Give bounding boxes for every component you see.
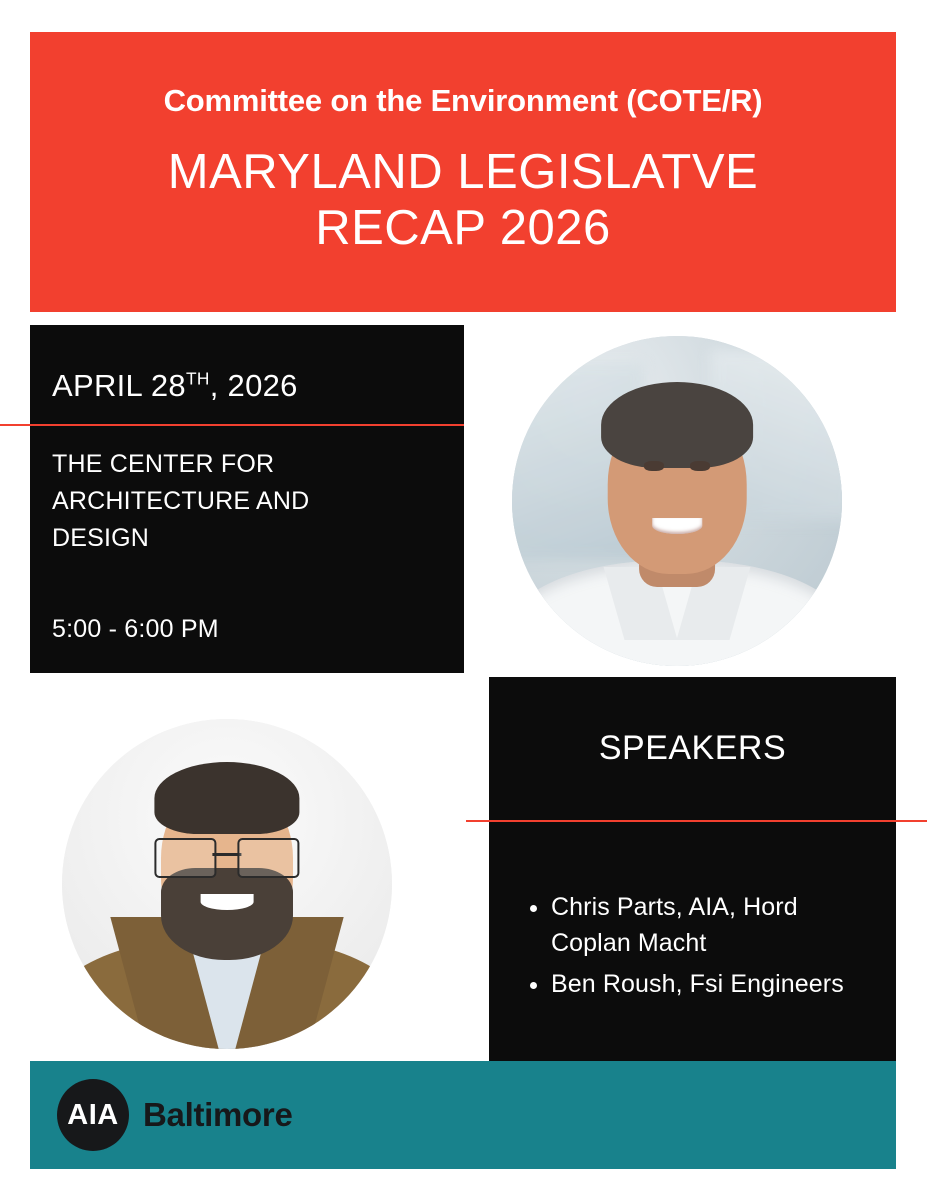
header-block	[30, 32, 896, 312]
speakers-list	[517, 890, 868, 1003]
photo-mouth-top	[652, 518, 702, 535]
committee-name: Committee on the Environment (COTE/R)	[163, 83, 763, 118]
page-title	[60, 145, 866, 257]
event-date-suffix: TH	[185, 368, 210, 389]
speaker-photo-top	[512, 336, 842, 666]
speaker-photo-bottom	[62, 719, 392, 1049]
list-item: • Ben Roush, Fsi Engineers	[551, 967, 868, 1003]
event-time: 5:00 - 6:00 PM	[52, 615, 219, 644]
aia-baltimore-logo	[57, 1079, 293, 1151]
photo-beard	[161, 868, 293, 960]
accent-rule-left	[0, 424, 464, 426]
photo-glasses-lens-right	[238, 838, 300, 878]
photo-eye-right-top	[690, 461, 710, 471]
accent-rule-right	[466, 820, 927, 822]
event-date	[52, 367, 438, 404]
event-venue-line3: DESIGN	[52, 524, 150, 553]
photo-eye-left-top	[644, 461, 664, 471]
aia-logo-icon: AIA	[57, 1079, 129, 1151]
list-item: • Chris Parts, AIA, Hord Coplan Macht	[551, 890, 868, 961]
photo-hair-bottom	[154, 762, 299, 835]
page-title-line2: RECAP 2026	[315, 201, 611, 256]
speakers-block	[489, 677, 896, 1062]
speakers-heading: SPEAKERS	[598, 729, 787, 767]
photo-glasses-lens-left	[154, 838, 216, 878]
event-info-block	[30, 325, 464, 673]
event-venue-line2: ARCHITECTURE AND	[52, 487, 310, 516]
aia-logo-text: Baltimore	[143, 1096, 293, 1133]
photo-glasses	[154, 838, 299, 874]
event-date-main: APRIL 28	[52, 368, 186, 403]
photo-mouth-bottom	[201, 894, 254, 911]
footer-bar	[30, 1061, 896, 1169]
event-venue	[52, 446, 438, 557]
event-venue-line1: THE CENTER FOR	[52, 450, 275, 479]
page-title-line1: MARYLAND LEGISLATVE	[167, 145, 759, 200]
event-date-year: , 2026	[209, 368, 298, 403]
photo-hair-top	[601, 382, 753, 468]
